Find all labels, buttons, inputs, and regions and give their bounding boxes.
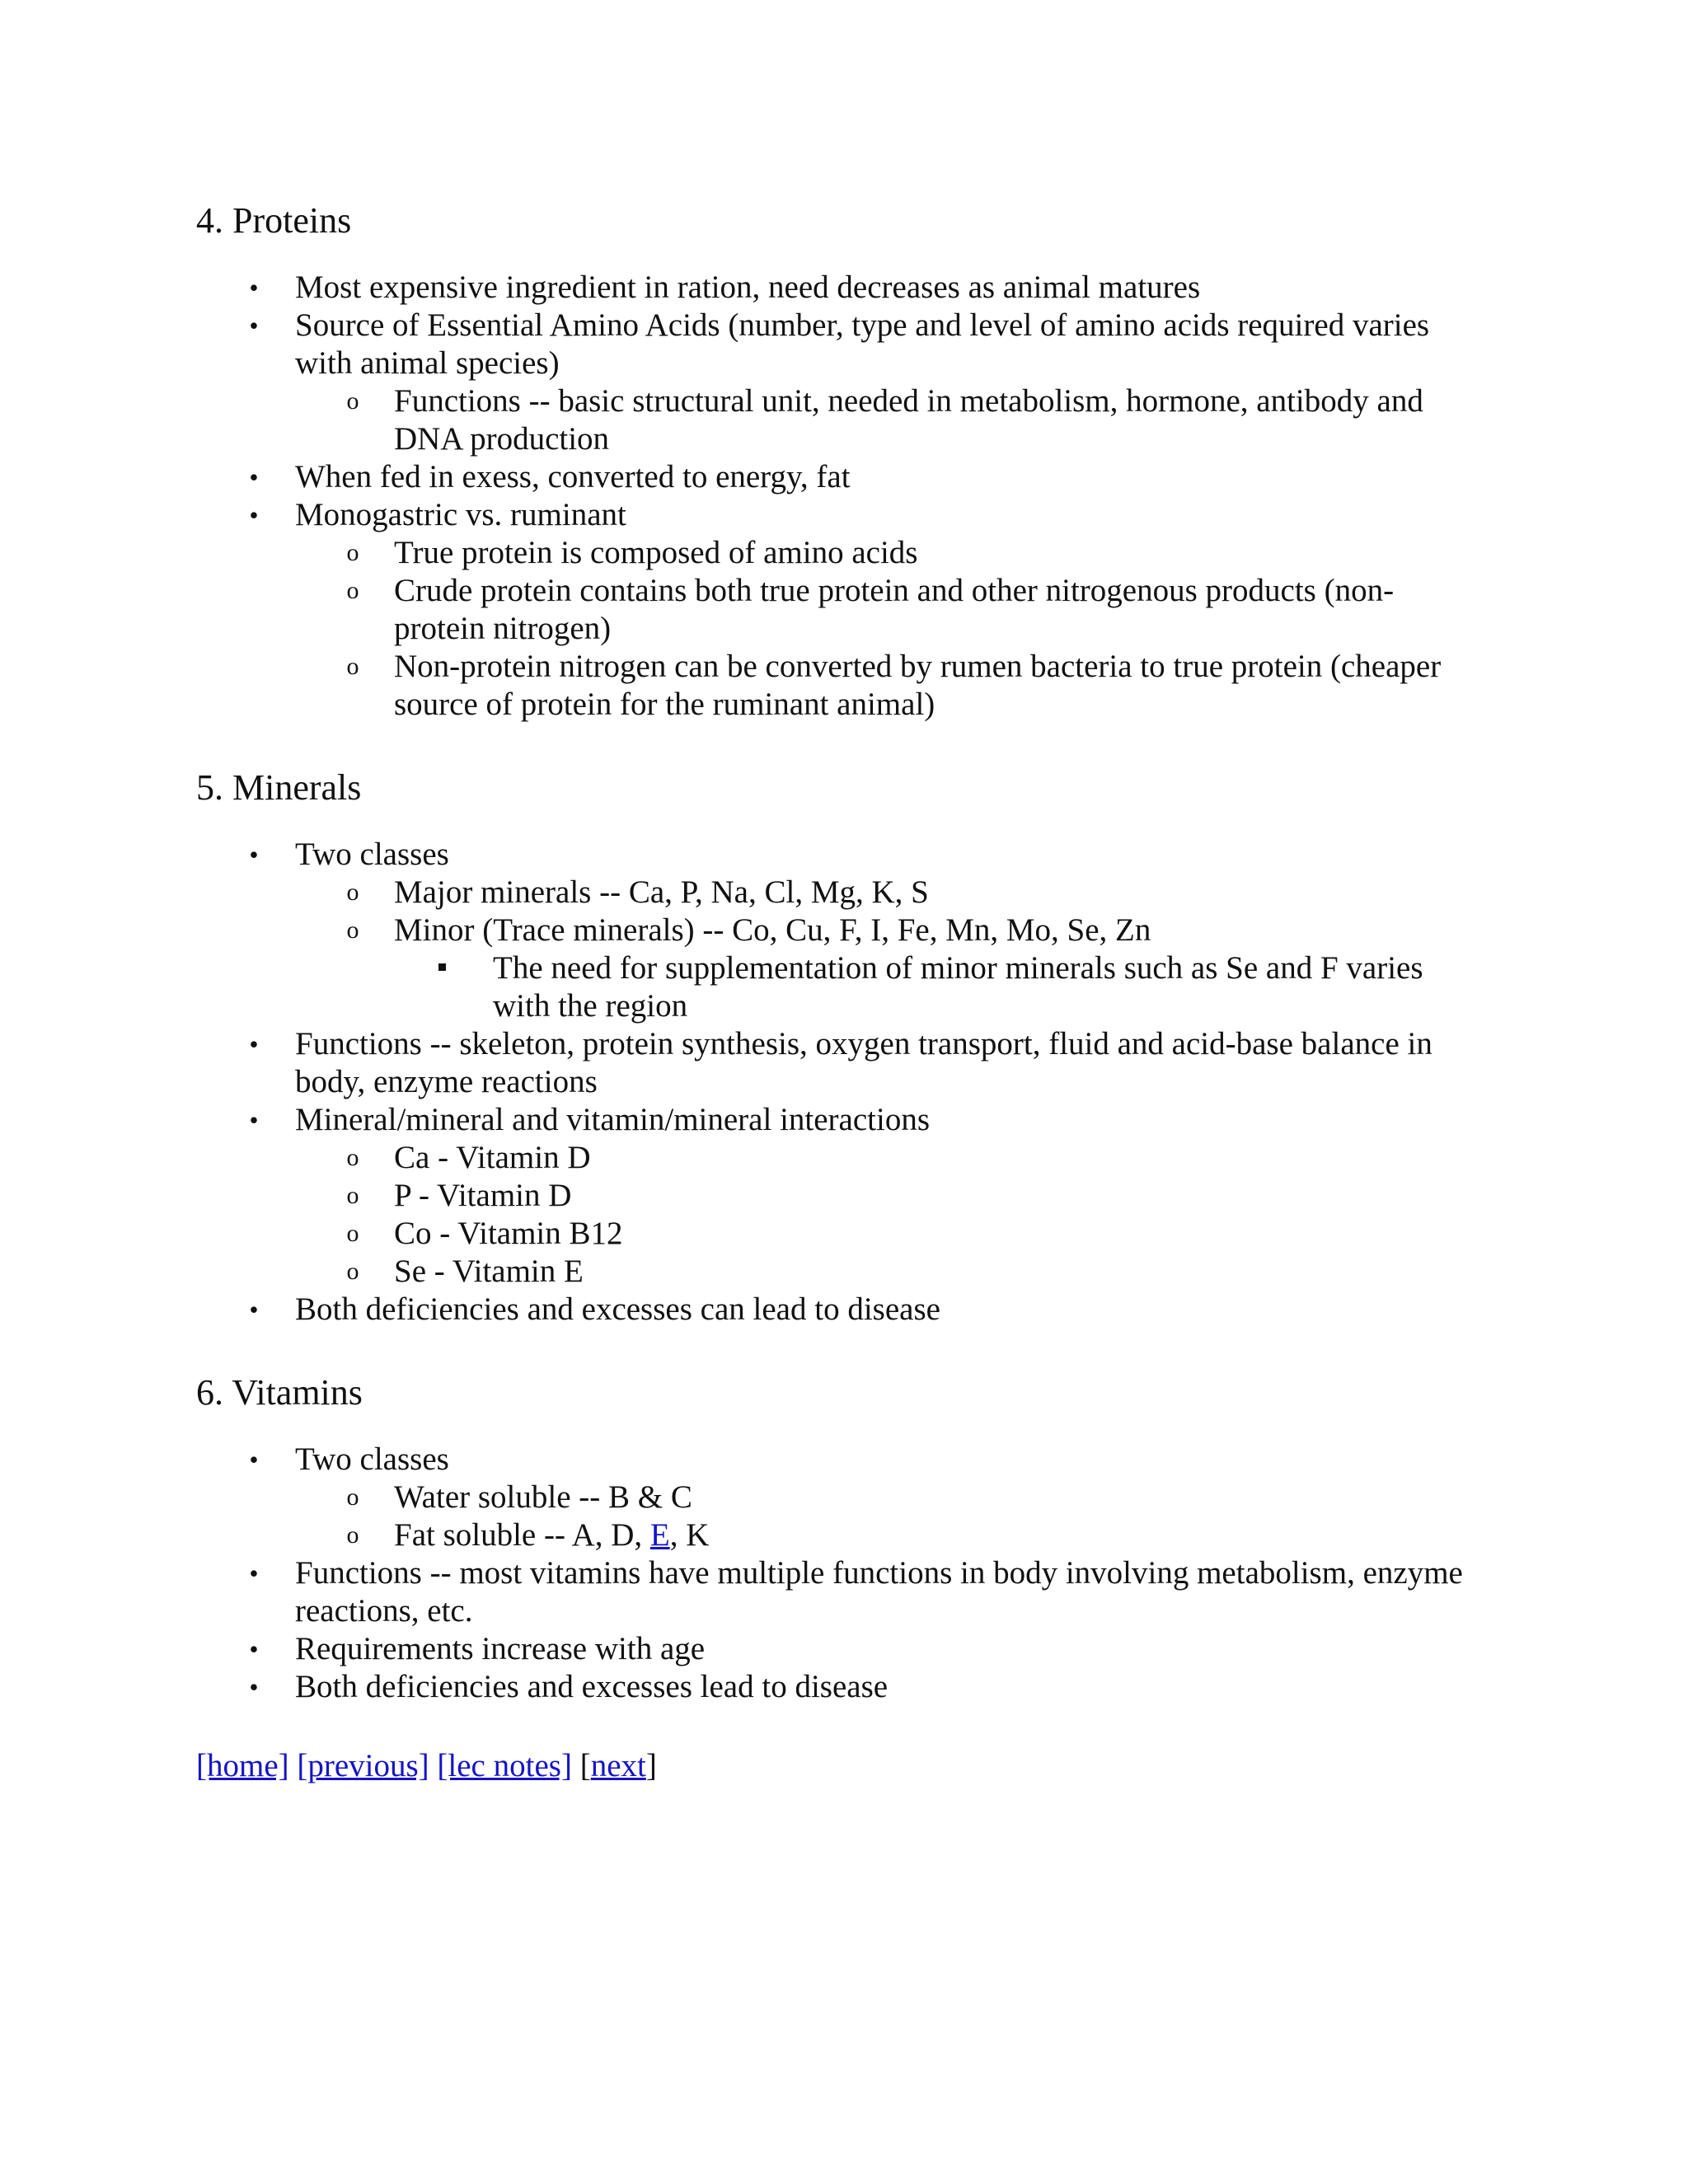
sub-list-item-text: Se - Vitamin E — [394, 1254, 584, 1289]
circle-bullet: o — [346, 653, 359, 680]
sub-list-item-text: Crude protein contains both true protein and other nitrogenous products (non-protein nitrogen) — [394, 573, 1395, 646]
sub-list — [295, 1479, 1482, 1554]
disc-bullet: • — [249, 1445, 259, 1474]
list-item-text: Requirements increase with age — [295, 1631, 706, 1666]
list-item — [196, 269, 1482, 307]
circle-bullet: o — [346, 387, 359, 415]
sub-list-item — [295, 874, 1482, 912]
sub-list-item — [295, 912, 1482, 1025]
sub-list-item-text: Water soluble -- B & C — [394, 1479, 692, 1515]
sub-list-item-text: True protein is composed of amino acids — [394, 535, 918, 570]
list-item-text: Two classes — [295, 837, 449, 872]
sub-list-item-text-suffix: , K — [669, 1517, 710, 1553]
list-item — [196, 1668, 1482, 1706]
home-link[interactable]: [home] — [196, 1748, 289, 1783]
sub-list-item-text: P - Vitamin D — [394, 1178, 572, 1213]
list-item-text: Both deficiencies and excesses lead to disease — [295, 1669, 889, 1704]
navigation-links — [196, 1747, 1482, 1785]
sub-list-item-text-prefix: Fat soluble -- A, D, — [394, 1517, 650, 1553]
lec-notes-link[interactable]: [lec notes] — [437, 1748, 572, 1783]
list-item-text: Two classes — [295, 1441, 449, 1477]
sub-sub-list — [394, 949, 1482, 1025]
vitamin-e-link[interactable]: E — [649, 1517, 670, 1553]
sub-list-item-text: Non-protein nitrogen can be converted by rumen bacteria to true protein (cheaper source of protein for the ruminant animal) — [394, 649, 1442, 722]
circle-bullet: o — [346, 1258, 359, 1285]
disc-bullet: • — [249, 311, 259, 340]
circle-bullet: o — [346, 879, 359, 906]
next-link[interactable]: next — [590, 1748, 646, 1783]
sub-list-item-text: Major minerals -- Ca, P, Na, Cl, Mg, K, S — [394, 874, 929, 910]
vitamins-list — [196, 1441, 1482, 1706]
list-item-text: Mineral/mineral and vitamin/mineral interactions — [295, 1102, 931, 1137]
disc-bullet: • — [249, 1105, 259, 1135]
list-item-text: Source of Essential Amino Acids (number, type and level of amino acids required varies with animal species) — [295, 307, 1430, 381]
circle-bullet: o — [346, 539, 359, 566]
sub-list-item — [295, 1479, 1482, 1516]
disc-bullet: • — [249, 1558, 259, 1588]
list-item — [196, 1291, 1482, 1329]
sub-list-item — [295, 1139, 1482, 1177]
list-item-text: When fed in exess, converted to energy, fat — [295, 459, 851, 494]
minerals-list — [196, 836, 1482, 1329]
disc-bullet: • — [249, 840, 259, 869]
sub-list — [295, 534, 1482, 724]
list-item — [196, 1441, 1482, 1554]
list-item-text: Most expensive ingredient in ration, need decreases as animal matures — [295, 269, 1201, 305]
sub-list — [295, 1139, 1482, 1291]
disc-bullet: • — [249, 1295, 259, 1324]
sub-sub-list-item-text: The need for supplementation of minor minerals such as Se and F varies with the region — [493, 950, 1423, 1024]
disc-bullet: • — [249, 462, 259, 492]
disc-bullet: • — [249, 1029, 259, 1059]
section-title-minerals: 5. Minerals — [196, 767, 362, 808]
circle-bullet: o — [346, 1220, 359, 1247]
circle-bullet: o — [346, 1483, 359, 1511]
circle-bullet: o — [346, 1144, 359, 1171]
list-item — [196, 1101, 1482, 1291]
sub-list-item — [295, 1215, 1482, 1253]
sub-list-item — [295, 1253, 1482, 1291]
list-item — [196, 496, 1482, 724]
sub-list-item-text: Functions -- basic structural unit, needed in metabolism, hormone, antibody and DNA production — [394, 383, 1423, 457]
square-bullet — [438, 963, 446, 971]
list-item — [196, 1554, 1482, 1630]
disc-bullet: • — [249, 1634, 259, 1664]
sub-list-item — [295, 648, 1482, 724]
sub-list — [295, 874, 1482, 1025]
next-close-bracket: ] — [645, 1748, 657, 1783]
list-item-text: Both deficiencies and excesses can lead to disease — [295, 1291, 940, 1327]
next-open-bracket: [ — [579, 1748, 591, 1783]
sub-list-item-text: Minor (Trace minerals) -- Co, Cu, F, I, Fe, Mn, Mo, Se, Zn — [394, 912, 1151, 948]
list-item — [196, 307, 1482, 458]
sub-list-item — [295, 1177, 1482, 1215]
list-item — [196, 1025, 1482, 1101]
section-title-proteins: 4. Proteins — [196, 200, 352, 241]
circle-bullet: o — [346, 1182, 359, 1209]
list-item-text: Functions -- most vitamins have multiple functions in body involving metabolism, enzyme reactions, etc. — [295, 1555, 1463, 1629]
sub-list — [295, 382, 1482, 458]
circle-bullet: o — [346, 916, 359, 944]
sub-list-item — [295, 534, 1482, 572]
previous-link[interactable]: [previous] — [297, 1748, 429, 1783]
disc-bullet: • — [249, 500, 259, 530]
disc-bullet: • — [249, 273, 259, 302]
sub-sub-list-item — [394, 949, 1482, 1025]
document-page — [196, 198, 1482, 1785]
sub-list-item — [295, 382, 1482, 458]
sub-list-item-text: Co - Vitamin B12 — [394, 1216, 623, 1251]
sub-list-item — [295, 572, 1482, 648]
list-item-text: Monogastric vs. ruminant — [295, 497, 626, 532]
list-item — [196, 458, 1482, 496]
list-item-text: Functions -- skeleton, protein synthesis, oxygen transport, fluid and acid-base balance in body, enzyme reactions — [295, 1026, 1432, 1099]
list-item — [196, 836, 1482, 1025]
circle-bullet: o — [346, 577, 359, 604]
proteins-list — [196, 269, 1482, 724]
sub-list-item-text: Ca - Vitamin D — [394, 1140, 591, 1175]
section-title-vitamins: 6. Vitamins — [196, 1372, 363, 1413]
circle-bullet: o — [346, 1521, 359, 1549]
sub-list-item — [295, 1516, 1482, 1554]
list-item — [196, 1630, 1482, 1668]
disc-bullet: • — [249, 1672, 259, 1702]
